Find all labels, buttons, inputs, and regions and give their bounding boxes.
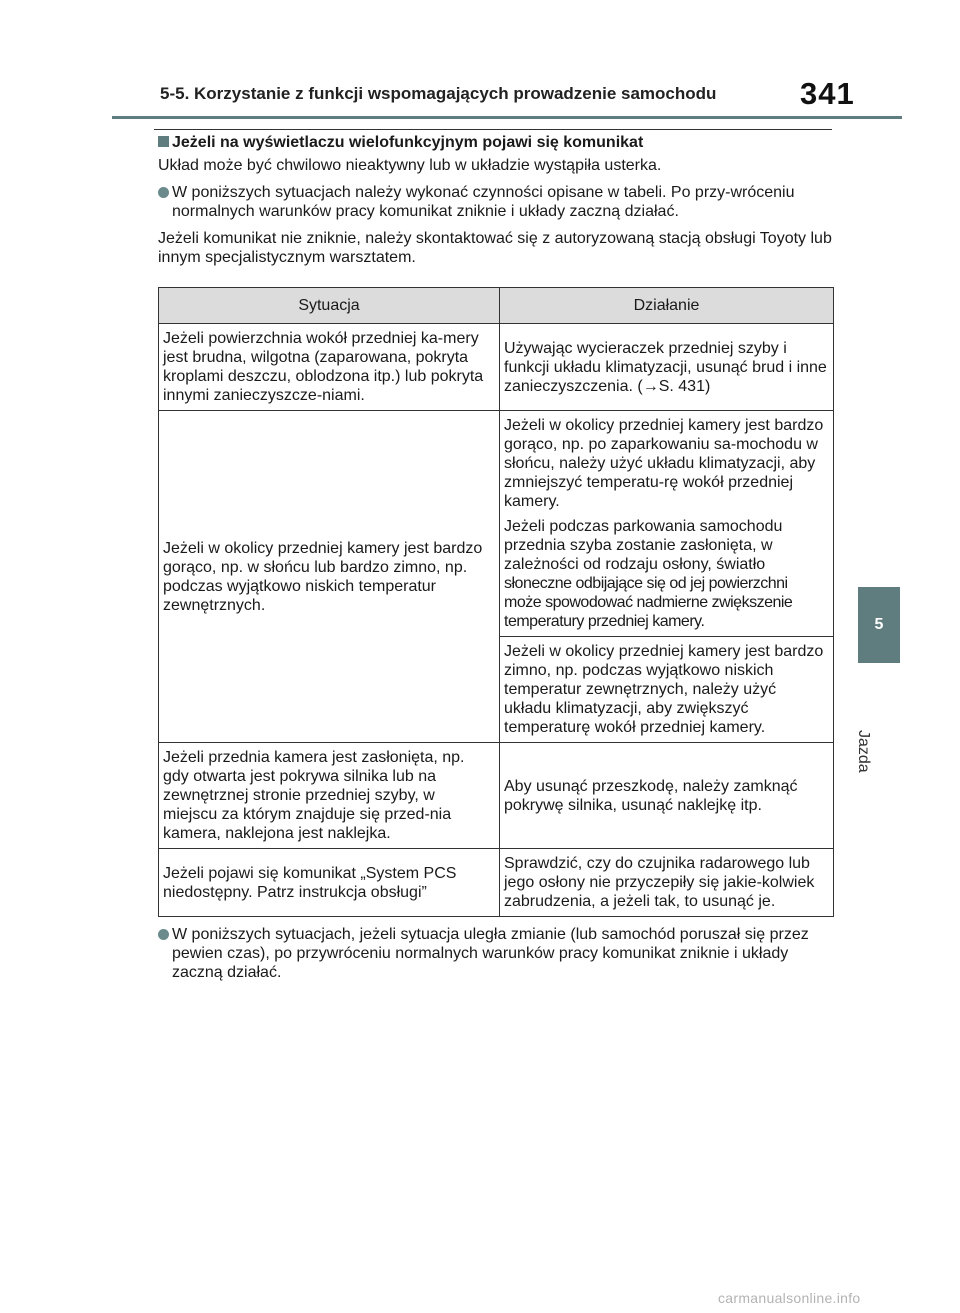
situation-cell: Jeżeli powierzchnia wokół przedniej ka-mery jest brudna, wilgotna (zaparowana, pokryta kroplami deszczu, oblodzona itp.) lub pokryta innymi zanieczyszcze-niami. [159,324,500,411]
bullet-text: W poniższych sytuacjach należy wykonać czynności opisane w tabeli. Po przy-wróceniu normalnych warunków pracy komunikat zniknie i układy zaczną działać. [172,184,795,220]
watermark: carmanualsonline.info [718,1290,861,1306]
bullet-item [158,925,834,982]
circle-bullet-icon [158,187,169,198]
chapter-number: 5 [874,616,884,633]
table-row [159,743,834,849]
action-cell [500,324,834,411]
square-bullet-icon [158,136,169,147]
situation-action-table [158,287,834,917]
action-paragraph [504,517,827,631]
section-divider [154,129,832,130]
action-cell: Jeżeli w okolicy przedniej kamery jest bardzo zimno, np. podczas wyjątkowo niskich temperatur zewnętrznych, należy użyć układu klimatyzacji, aby zwiększyć temperaturę wokół przedniej kamery. [500,637,834,743]
table-row [159,849,834,917]
action-text-condensed: słoneczne odbijające się od jej powierzchni może spowodować nadmierne zwiększenie temperatury przedniej kamery. [504,575,793,630]
situation-cell: Jeżeli przednia kamera jest zasłonięta, np. gdy otwarta jest pokrywa silnika lub na zewnętrznej stronie przedniej szyby, w miejscu za którym znajduje się przed-nia kamera, naklejona jest naklejka. [159,743,500,849]
action-paragraph: Jeżeli w okolicy przedniej kamery jest bardzo gorąco, np. po zaparkowaniu sa-mochodu w słońcu, należy użyć układu klimatyzacji, aby zmniejszyć temperatu-rę wokół przedniej kamery. [504,417,824,510]
bullet-text: W poniższych sytuacjach, jeżeli sytuacja uległa zmianie (lub samochód poruszał się przez pewien czas), po przywróceniu normalnych warunków pracy komunikat zniknie i układy zaczną działać. [172,926,809,981]
chapter-label [855,676,900,773]
circle-bullet-icon [158,929,169,940]
action-text: Używając wycieraczek przedniej szyby i funkcji układu klimatyzacji, usunąć brud i inne zanieczyszczenia. ( [504,339,827,395]
chapter-tab[interactable] [858,587,900,663]
action-cell: Aby usunąć przeszkodę, należy zamknąć pokrywę silnika, usunąć naklejkę itp. [500,743,834,849]
table-row [159,324,834,411]
bullet-item [158,183,834,221]
column-header-situation: Sytuacja [159,288,500,324]
table-header-row [159,288,834,324]
page-reference-link[interactable]: →S. 431) [642,377,711,395]
situation-cell: Jeżeli w okolicy przedniej kamery jest bardzo gorąco, np. w słońcu lub bardzo zimno, np. podczas wyjątkowo niskich temperatur zewnętrznych. [159,411,500,743]
chapter-label-text: Jazda [855,730,872,773]
column-header-action: Działanie [500,288,834,324]
situation-cell: Jeżeli pojawi się komunikat „System PCS niedostępny. Patrz instrukcja obsługi” [159,849,500,917]
section-heading [158,133,834,152]
page-number: 341 [800,76,855,111]
page-content [158,133,834,990]
action-text: Jeżeli podczas parkowania samochodu przednia szyba zostanie zasłonięta, w zależności od rodzaju osłony, światło [504,518,783,573]
running-header: 5-5. Korzystanie z funkcji wspomagających prowadzenie samochodu [160,84,717,103]
contact-paragraph: Jeżeli komunikat nie zniknie, należy skontaktować się z autoryzowaną stacją obsługi Toyoty lub innym specjalistycznym warsztatem. [158,230,832,266]
section-heading-text: Jeżeli na wyświetlaczu wielofunkcyjnym pojawi się komunikat [172,134,644,151]
intro-paragraph: Układ może być chwilowo nieaktywny lub w układzie wystąpiła usterka. [158,157,662,174]
action-cell: Sprawdzić, czy do czujnika radarowego lub jego osłony nie przyczepiły się jakie-kolwiek zabrudzenia, a jeżeli tak, to usunąć je. [500,849,834,917]
header-divider [112,116,902,119]
action-cell [500,411,834,637]
table-row [159,411,834,637]
